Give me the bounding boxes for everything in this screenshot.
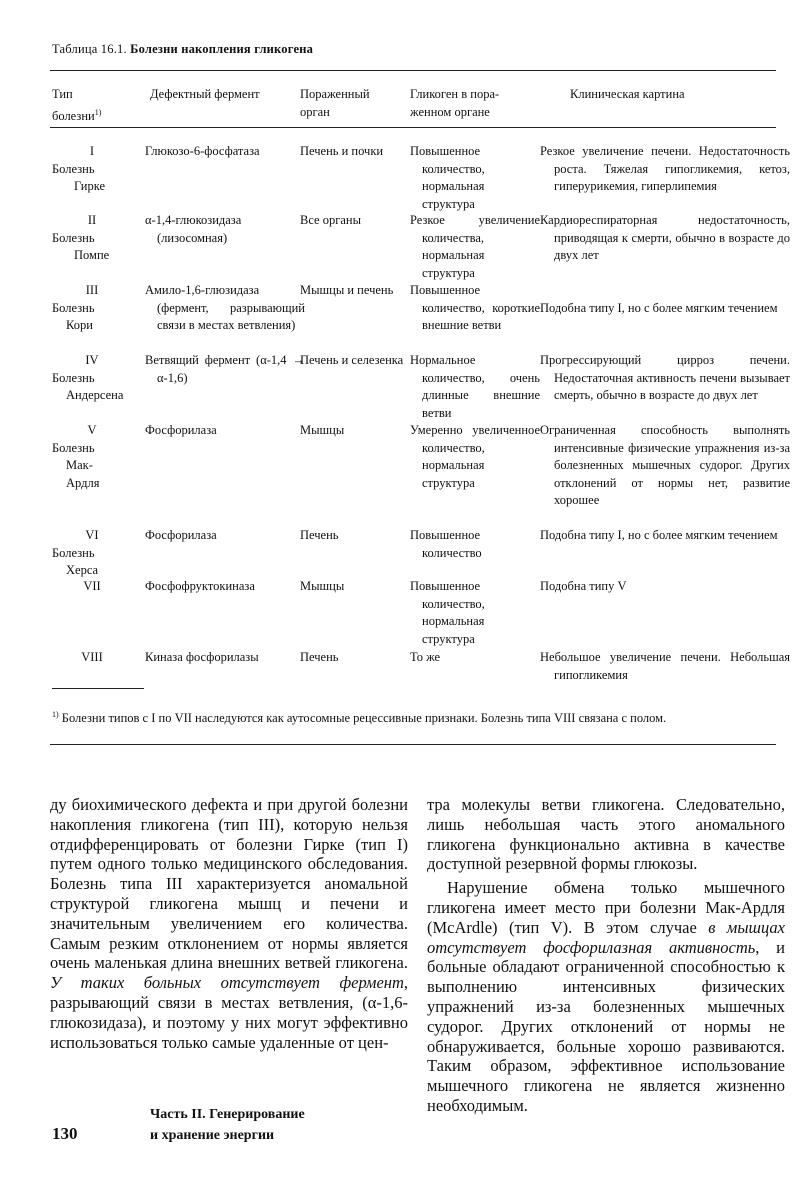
header-organ-line1: Пораженный <box>300 87 370 101</box>
type-number: II <box>87 213 97 227</box>
type-number: IV <box>85 353 99 367</box>
emphasis-text: У таких больных отсутствует фермент <box>50 973 404 993</box>
cell-glycogen: То же <box>410 650 441 664</box>
cell-organ: Мышцы <box>300 423 345 437</box>
cell-enzyme: Фосфофруктокиназа <box>145 579 255 593</box>
cell-type <box>52 282 132 335</box>
cell-enzyme: Ветвящий фермент (α-1,4 → α-1,6) <box>145 353 305 385</box>
emphasis-text: в мышцах отсутствует фосфорилазная активность <box>427 917 785 957</box>
cell-enzyme: Амило-1,6-глюзидаза (фермент, разрывающий связи в местах ветвления) <box>145 283 305 332</box>
cell-clinical: Ограниченная способность выполнять интенсивные физические упражнения из-за болезненных мышечных судорог. Других отклонений от нормы нет, развитие хорошее <box>540 423 790 507</box>
cell-organ: Все органы <box>300 213 361 227</box>
running-head-line2: и хранение энергии <box>150 1128 275 1143</box>
running-head-line1: Часть II. Генерирование <box>150 1107 305 1122</box>
cell-type <box>52 212 132 265</box>
header-glycogen-line1: Гликоген в пора- <box>410 87 500 101</box>
cell-clinical: Прогрессирующий цирроз печени. Недостаточная активность печени вызывает смерть, обычно в возрасте до двух лет <box>540 353 790 402</box>
table-footnote <box>52 705 776 728</box>
type-name-line1: Болезнь <box>52 440 95 455</box>
header-glycogen <box>410 86 499 121</box>
cell-enzyme: α-1,4-глюкозидаза (лизосомная) <box>145 213 242 245</box>
type-name-line1: Болезнь <box>52 370 95 385</box>
cell-glycogen: Повышенное количество, нормальная структура <box>410 579 485 646</box>
header-organ-line2: орган <box>300 104 330 119</box>
table-header-rule <box>50 127 776 128</box>
header-organ <box>300 86 370 121</box>
cell-clinical: Подобна типу I, но с более мягким течением <box>540 528 778 542</box>
body-column-left <box>50 795 408 1052</box>
cell-type <box>52 143 132 196</box>
cell-type <box>52 578 132 596</box>
footnote-mark: 1) <box>52 710 59 719</box>
type-name-line1: Болезнь <box>52 300 95 315</box>
cell-clinical: Подобна типу V <box>540 579 627 593</box>
cell-glycogen: Умеренно увеличенное количество, нормальная структура <box>410 423 540 490</box>
table-caption-prefix: Таблица 16.1. <box>52 42 127 56</box>
body-column-right <box>427 795 785 1116</box>
type-number: VIII <box>81 650 103 664</box>
table-caption <box>52 42 313 57</box>
cell-enzyme: Киназа фосфорилазы <box>145 650 259 664</box>
type-name-line2: Помпе <box>74 248 110 262</box>
footnote-ref: 1) <box>94 107 102 117</box>
type-name-line2: Кори <box>66 318 93 332</box>
cell-organ: Печень <box>300 528 339 542</box>
cell-glycogen: Повышенное количество <box>410 528 482 560</box>
cell-type <box>52 352 132 405</box>
cell-organ: Мышцы и печень <box>300 283 394 297</box>
footnote-text: Болезни типов с I по VII наследуются как аутосомные рецессивные признаки. Болезнь типа VIII связана с полом. <box>61 711 667 725</box>
cell-type <box>52 527 132 580</box>
cell-organ: Печень <box>300 650 339 664</box>
table-bottom-rule <box>50 744 776 745</box>
cell-type <box>52 422 132 492</box>
cell-enzyme: Фосфорилаза <box>145 423 217 437</box>
paragraph <box>427 878 785 1116</box>
footnote-separator <box>52 688 144 689</box>
cell-glycogen: Повышенное количество, короткие внешние ветви <box>410 283 540 332</box>
cell-clinical: Небольшое увеличение печени. Небольшая гипогликемия <box>540 650 790 682</box>
type-name-line2: Гирке <box>74 179 105 193</box>
page-number: 130 <box>52 1124 78 1143</box>
text-run: , разрывающий связи в местах ветвления, (α-1,6-глюкозидаза), и поэтому у них могут эффективно использоваться только самые удаленные от цен- <box>50 973 408 1052</box>
cell-organ: Мышцы <box>300 579 345 593</box>
type-name-line1: Болезнь <box>52 545 95 560</box>
text-run: , и больные обладают ограниченной способностью к выполнению интенсивных физических упражнений из-за болезненных мышечных судорог. Других отклонений от нормы не обнаруживается, больные хорошо развиваются. Таким образом, эффективное использование мышечного гликогена не является жизненно необходимым. <box>427 937 785 1115</box>
cell-clinical: Кардиореспираторная недостаточность, приводящая к смерти, обычно в возрасте до двух лет <box>540 213 790 262</box>
table-top-rule <box>50 70 776 71</box>
cell-glycogen: Повышенное количество, нормальная структура <box>410 144 485 211</box>
header-type-line1: Тип <box>52 87 73 101</box>
header-glycogen-line2: женном органе <box>410 104 490 119</box>
type-name-line1: Болезнь <box>52 230 95 245</box>
type-number: V <box>87 423 97 437</box>
table-caption-title: Болезни накопления гликогена <box>130 42 314 56</box>
header-type <box>52 86 132 125</box>
type-name-line1: Болезнь <box>52 161 95 176</box>
type-number: III <box>85 283 99 297</box>
cell-enzyme: Фосфорилаза <box>145 528 217 542</box>
running-head <box>150 1104 305 1146</box>
cell-enzyme: Глюкозо-6-фосфатаза <box>145 144 260 158</box>
type-number: I <box>89 144 95 158</box>
header-clinical: Клиническая картина <box>570 87 685 101</box>
cell-organ: Печень и почки <box>300 144 384 158</box>
text-run: ду биохимического дефекта и при другой болезни накопления гликогена (тип III), которую нельзя отдифференцировать от болезни Гирке (тип I) путем одного только медицинского обследования. Болезнь типа III характеризуется аномальной структурой гликогена мышц и печени и значительным увеличением его количества. Самым резким отклонением от нормы является очень маленькая длина внешних ветвей гликогена. <box>50 795 408 973</box>
cell-organ: Печень и селезенка <box>300 353 404 367</box>
header-type-line2: болезни$^{1)}$ <box>52 107 102 123</box>
type-number: VI <box>85 528 99 542</box>
type-name-line2: Мак-Ардля <box>66 458 100 490</box>
cell-clinical: Подобна типу I, но с более мягким течением <box>540 301 778 315</box>
text-run: Нарушение обмена только мышечного гликогена имеет место при болезни Мак-Ардля (McArdle) (тип V). В этом случае <box>427 878 785 937</box>
paragraph: тра молекулы ветви гликогена. Следовательно, лишь небольшая часть этого аномального гликогена функционально активна в качестве доступной резервной формы глюкозы. <box>427 795 785 874</box>
cell-glycogen: Нормальное количество, очень длинные внешние ветви <box>410 353 540 420</box>
cell-type <box>52 649 132 667</box>
paragraph <box>50 795 408 1052</box>
header-enzyme: Дефектный фермент <box>150 87 260 101</box>
cell-clinical: Резкое увеличение печени. Недостаточность роста. Тяжелая гипогликемия, кетоз, гиперурикемия, гиперлипемия <box>540 144 790 193</box>
type-name-line2: Андерсена <box>66 388 124 402</box>
type-name-line2: Херса <box>66 563 99 577</box>
type-number: VII <box>83 579 101 593</box>
cell-glycogen: Резкое увеличение количества, нормальная структура <box>410 213 540 280</box>
